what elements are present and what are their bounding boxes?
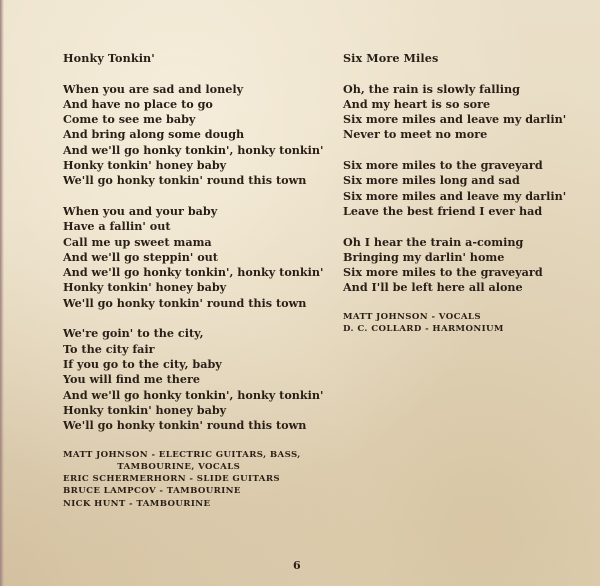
credit-line: D. C. COLLARD - HARMONIUM: [343, 324, 504, 335]
credit-line: BRUCE LAMPCOV - TAMBOURINE: [63, 486, 241, 497]
lyric-line: And I'll be left here all alone: [343, 280, 523, 295]
lyric-line: And we'll go honky tonkin', honky tonkin': [63, 387, 324, 402]
lyric-line: If you go to the city, baby: [63, 356, 222, 371]
lyric-line: Have a fallin' out: [63, 219, 171, 234]
lyric-line: Leave the best friend I ever had: [343, 203, 543, 218]
stanza-1: [63, 82, 328, 189]
lyric-line: We'll go honky tonkin' round this town: [63, 295, 307, 310]
lyric-line: We'll go honky tonkin' round this town: [63, 173, 307, 188]
lyric-line: Honky tonkin' honey baby: [63, 280, 227, 295]
song-title: Honky Tonkin': [63, 51, 155, 65]
credit-line: MATT JOHNSON - VOCALS: [343, 312, 481, 323]
lyric-line: And we'll go steppin' out: [63, 249, 218, 264]
lyric-line: When you and your baby: [63, 203, 218, 218]
lyric-line: Honky tonkin' honey baby: [63, 402, 227, 417]
stanza-3: [343, 235, 583, 296]
lyric-line: And we'll go honky tonkin', honky tonkin': [63, 265, 324, 280]
credit-line: TAMBOURINE, VOCALS: [63, 461, 241, 472]
credit-line: NICK HUNT - TAMBOURINE: [63, 498, 211, 509]
lyric-line: When you are sad and lonely: [63, 81, 244, 96]
lyric-line: Honky tonkin' honey baby: [63, 158, 227, 173]
lyric-line: Oh I hear the train a-coming: [343, 234, 524, 249]
credits: [343, 311, 583, 335]
lyric-line: Six more miles to the graveyard: [343, 265, 543, 280]
song-title: Six More Miles: [343, 51, 439, 65]
lyric-line: Come to see me baby: [63, 112, 196, 127]
song-honky-tonkin: [63, 51, 328, 510]
lyric-line: We'll go honky tonkin' round this town: [63, 418, 307, 433]
lyric-line: We're goin' to the city,: [63, 326, 204, 341]
stanza-3: [63, 326, 328, 433]
lyric-line: And bring along some dough: [63, 127, 245, 142]
lyric-line: Never to meet no more: [343, 127, 488, 142]
lyric-line: And have no place to go: [63, 96, 213, 111]
stanza-2: [63, 204, 328, 311]
lyric-line: Six more miles and leave my darlin': [343, 112, 567, 127]
lyric-line: Six more miles long and sad: [343, 173, 520, 188]
lyric-line: And we'll go honky tonkin', honky tonkin': [63, 142, 324, 157]
lyric-line: Oh, the rain is slowly falling: [343, 81, 520, 96]
page-number: 6: [293, 559, 301, 572]
lyric-line: Call me up sweet mama: [63, 234, 212, 249]
song-six-more-miles: [343, 51, 583, 335]
credits: [63, 449, 328, 510]
lyric-line: To the city fair: [63, 341, 155, 356]
credit-line: MATT JOHNSON - ELECTRIC GUITARS, BASS,: [63, 449, 301, 460]
lyric-line: And my heart is so sore: [343, 96, 491, 111]
stanza-2: [343, 158, 583, 219]
page-edge-shadow: [0, 0, 4, 586]
stanza-1: [343, 82, 583, 143]
lyric-line: Bringing my darlin' home: [343, 249, 505, 264]
lyric-line: Six more miles to the graveyard: [343, 158, 543, 173]
lyric-line: You will find me there: [63, 372, 201, 387]
credit-line: ERIC SCHERMERHORN - SLIDE GUITARS: [63, 474, 281, 485]
lyric-line: Six more miles and leave my darlin': [343, 188, 567, 203]
